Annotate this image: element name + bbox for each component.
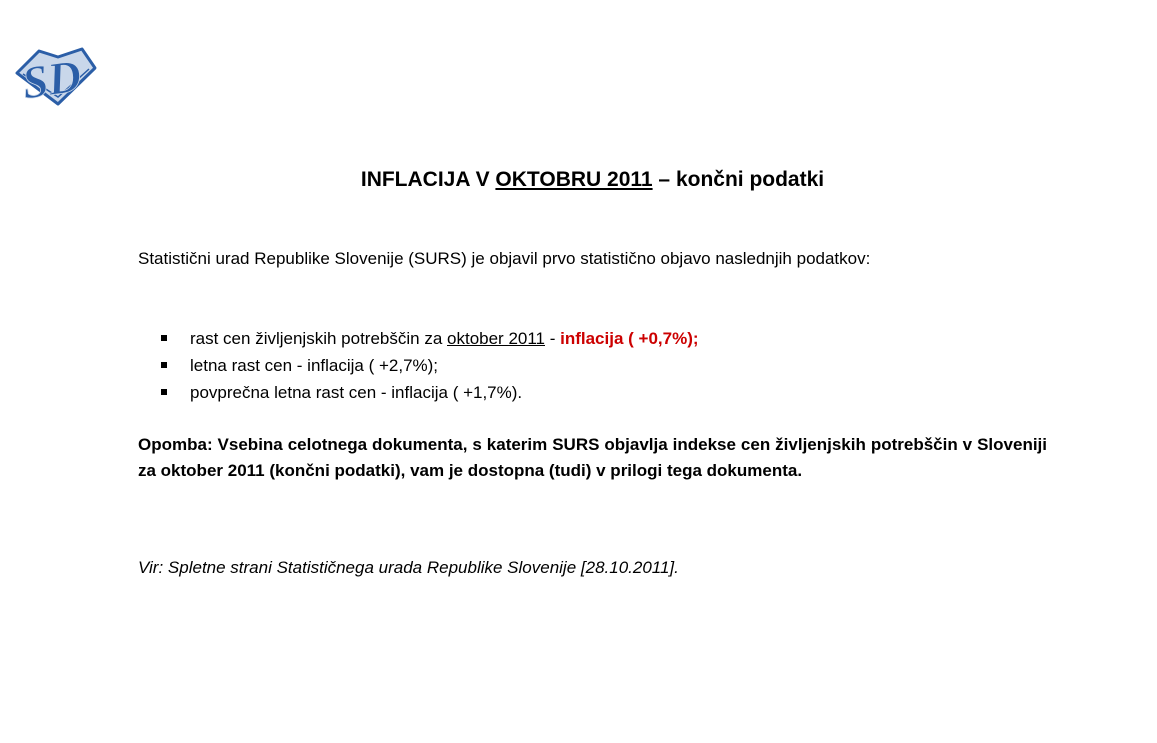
title-underlined-text: OKTOBRU 2011 (495, 168, 653, 191)
intro-paragraph: Statistični urad Republike Slovenije (SURS) je objavil prvo statistično objavo naslednjih podatkov: (138, 249, 871, 268)
source-line: Vir: Spletne strani Statističnega urada Republike Slovenije [28.10.2011]. (138, 558, 679, 577)
bullet3-text: povprečna letna rast cen - inflacija ( +1,7%). (190, 383, 523, 402)
square-bullet-icon (161, 335, 167, 341)
bullet1-separator: - (545, 329, 561, 348)
bullet1-pre: rast cen življenjskih potrebščin za (190, 329, 448, 348)
bullet1-underlined-text: oktober 2011 (447, 329, 545, 348)
sd-logo (6, 42, 106, 112)
square-bullet-icon (161, 362, 167, 368)
bullet-item-inflation-average (138, 379, 1047, 406)
bullet-list (138, 325, 1047, 406)
note-paragraph: Opomba: Vsebina celotnega dokumenta, s katerim SURS objavlja indekse cen življenjskih potrebščin v Sloveniji za oktober 2011 (končni podatki), vam je dostopna (tudi) v prilogi tega dokumenta. (138, 435, 1047, 480)
content-column (138, 0, 1047, 743)
bullet2-text: letna rast cen - inflacija ( +2,7%); (190, 356, 439, 375)
bullet-item-inflation-yearly (138, 352, 1047, 379)
bullet-item-inflation-monthly (138, 325, 1047, 352)
inflation-highlight-value: inflacija ( +0,7%); (560, 329, 699, 348)
logo-letters: SD (18, 49, 85, 109)
sd-diamond-icon (6, 42, 106, 112)
title-prefix: INFLACIJA V (360, 168, 496, 191)
square-bullet-icon (161, 389, 167, 395)
title-suffix: – končni podatki (652, 168, 825, 191)
page-title (138, 166, 1047, 193)
